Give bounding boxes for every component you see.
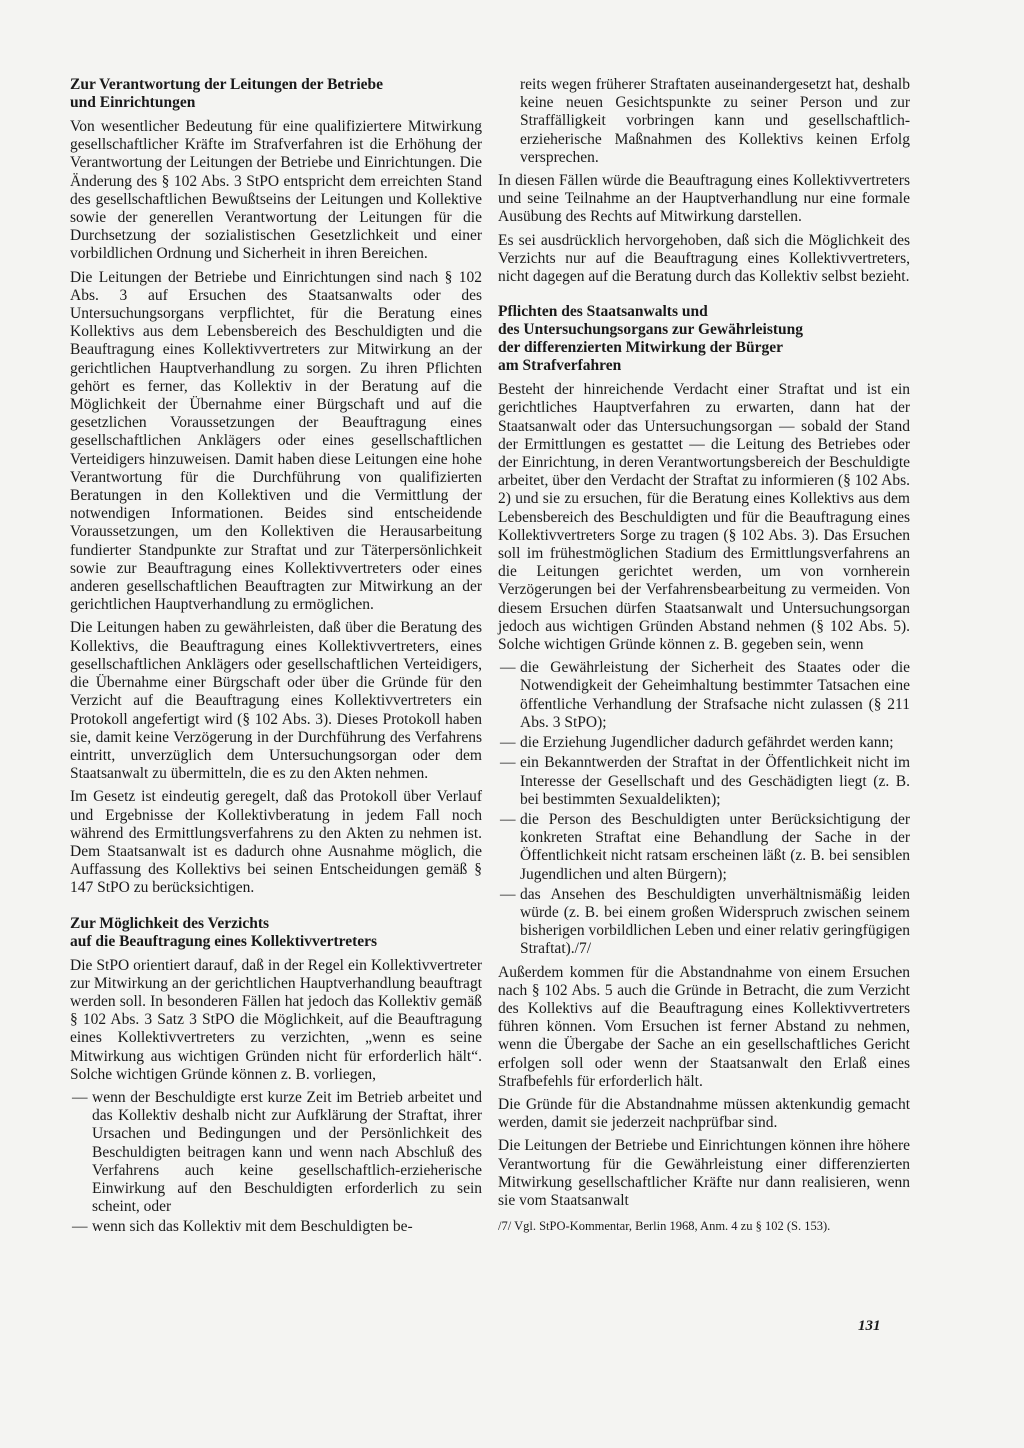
paragraph: In diesen Fällen würde die Beauftragung eines Kollektivvertreters und seine Teilnahme an der Hauptverhandlung nur eine formale Ausübung des Rechts auf Mitwirkung darstellen.	[498, 172, 910, 226]
dash-marker: —	[72, 1218, 88, 1236]
dash-marker: —	[500, 885, 516, 903]
list-item: — die Gewährleistung der Sicherheit des Staates oder die Notwendigkeit der Geheimhaltung bestimmter Tatsachen eine öffentliche Verhandlung der Strafsache nicht zulassen (§ 211 Abs. 3 StPO);	[500, 659, 910, 731]
section-gap	[70, 903, 482, 915]
list-item: — die Person des Beschuldigten unter Berücksichtigung der konkreten Straftat eine Behandlung der Sache in der Öffentlichkeit nicht ratsam erscheinen läßt (z. B. bei sensiblen Jugendlichen und alten Bürgern);	[500, 810, 910, 883]
list-item: — das Ansehen des Beschuldigten unverhältnismäßig leiden würde (z. B. bei einem großen Widerspruch zwischen seinem bisherigen vorbildlichen Leben und einer relativ geringfügigen Straftat)./7/	[500, 885, 910, 958]
right-column	[498, 76, 910, 1234]
paragraph: Die StPO orientiert darauf, daß in der Regel ein Kollektivvertreter zur Mitwirkung an der gerichtlichen Hauptverhandlung beauftragt werden soll. In besonderen Fällen hat jedoch das Kollektiv gemäß § 102 Abs. 3 Satz 3 StPO die Möglichkeit, auf die Beauftragung eines Kollektivvertreters zu verzichten, „wenn es seine Mitwirkung aus wichtigen Gründen nicht für erforderlich hält“. Solche wichtigen Gründe können z. B. vorliegen,	[70, 956, 482, 1083]
paragraph: Im Gesetz ist eindeutig geregelt, daß das Protokoll über Verlauf und Ergebnisse der Kollektivberatung in jedem Fall noch während des Ermittlungsverfahrens zu den Akten zu nehmen ist. Dem Staatsanwalt ist es dadurch ohne Ausnahme möglich, die Auffassung des Kollektivs bei seinen Entscheidungen gemäß § 147 StPO zu berücksichtigen.	[70, 788, 482, 897]
page-number: 131	[858, 1318, 881, 1334]
paragraph: Die Leitungen der Betriebe und Einrichtungen sind nach § 102 Abs. 3 auf Ersuchen des Staatsanwalts oder des Untersuchungsorgans verpflichtet, für die Beratung eines Kollektivs aus dem Lebensbereich des Beschuldigten und die Beauftragung eines Kollektivvertreters zur Mitwirkung an der gerichtlichen Hauptverhandlung zu sorgen. Zu ihren Pflichten gehört es ferner, das Kollektiv in der Beratung auf die Möglichkeit der Übernahme einer Bürgschaft und auf die gesetzlichen Voraussetzungen der Beauftragung eines gesellschaftlichen Anklägers oder eines gesellschaftlichen Verteidigers hinzuweisen. Damit haben diese Leitungen eine hohe Verantwortung für die Durchführung von qualifizierten Beratungen in den Kollektiven und die Vermittlung der notwendigen Informationen. Beides sind entscheidende Voraussetzungen, um den Kollektiven die Herausarbeitung fundierter Standpunkte zur Straftat und zur Täterpersönlichkeit sowie zur Beauftragung eines Kollektivvertreters oder eines anderen gesellschaftlichen Beauftragten zur Mitwirkung an der gerichtlichen Hauptverhandlung zu ermöglichen.	[70, 268, 482, 614]
dash-marker: —	[500, 754, 516, 772]
section-gap	[498, 291, 910, 303]
list-item: — wenn sich das Kollektiv mit dem Beschuldigten be-	[72, 1218, 413, 1236]
paragraph: Außerdem kommen für die Abstandnahme von einem Ersuchen nach § 102 Abs. 5 auch die Gründe in Betracht, die zum Verzicht des Kollektivs auf die Beauftragung eines Kollektivvertreters führen können. Vom Ersuchen ist ferner Abstand zu nehmen, wenn die Übergabe der Sache an ein gesellschaftliches Gericht erfolgen soll oder wenn der Staatsanwalt den Erlaß eines Strafbefehls für erforderlich hält.	[498, 963, 910, 1090]
left-column	[70, 76, 482, 1242]
dash-marker: —	[500, 659, 516, 677]
dash-marker: —	[500, 810, 516, 828]
paragraph: Es sei ausdrücklich hervorgehoben, daß sich die Möglichkeit des Verzichts nur auf die Beauftragung eines Kollektivvertreters, nicht dagegen auf die Beratung durch das Kollektiv selbst bezieht.	[498, 231, 910, 286]
paragraph: Die Gründe für die Abstandnahme müssen aktenkundig gemacht werden, damit sie jederzeit nachprüfbar sind.	[498, 1095, 910, 1132]
footnote: /7/ Vgl. StPO-Kommentar, Berlin 1968, Anm. 4 zu § 102 (S. 153).	[498, 1219, 831, 1234]
paragraph: Die Leitungen haben zu gewährleisten, daß über die Beratung des Kollektivs, die Beauftragung eines Kollektivvertreters, eines gesellschaftlichen Anklägers oder gesellschaftlichen Verteidigers, die Übernahme einer Bürgschaft oder über die Gründe für den Verzicht auf die Beauftragung eines Kollektivvertreters ein Protokoll angefertigt wird (§ 102 Abs. 3). Dieses Protokoll haben sie, damit keine Verzögerung in der Durchführung des Verfahrens eintritt, unverzüglich dem Untersuchungsorgan oder dem Staatsanwalt zu übermitteln, die es zu den Akten nehmen.	[70, 619, 482, 783]
section-heading-verzicht: Zur Möglichkeit des Verzichts auf die Beauftragung eines Kollektivvertreters	[70, 914, 378, 950]
grounds-list	[498, 659, 910, 958]
list-item: — wenn der Beschuldigte erst kurze Zeit im Betrieb arbeitet und das Kollektiv deshalb nicht zur Aufklärung der Straftat, ihrer Ursachen und Bedingungen und der Persönlichkeit des Beschuldigten beitragen kann und wenn nach Abschluß des Verfahrens auch keine gesellschaftlich-erzieherische Einwirkung auf den Beschuldigten erforderlich zu sein scheint, oder	[72, 1088, 482, 1216]
list-item: — die Erziehung Jugendlicher dadurch gefährdet werden kann;	[500, 734, 894, 752]
list-item: — ein Bekanntwerden der Straftat in der Öffentlichkeit nicht im Interesse der Gesellschaft und des Geschädigten liegt (z. B. bei bestimmten Sexualdelikten);	[500, 754, 910, 808]
dash-marker: —	[72, 1088, 88, 1106]
list-item-continuation: reits wegen früherer Straftaten auseinandergesetzt hat, deshalb keine neuen Gesichtspunkte zu seiner Person und zur Straffälligkeit vorbringen kann und gesellschaftlich-erzieherische Maßnahmen des Kollektivs keinen Erfolg versprechen.	[520, 76, 910, 166]
reasons-list	[70, 1089, 482, 1237]
paragraph: Besteht der hinreichende Verdacht einer Straftat und ist ein gerichtliches Hauptverfahren zu erwarten, dann hat der Staatsanwalt oder das Untersuchungsorgan — sobald der Stand der Ermittlungen es gestattet — die Leitung des Betriebes oder der Einrichtung, in deren Verantwortungsbereich der Beschuldigte arbeitet, über den Verdacht der Straftat zu informieren (§ 102 Abs. 2) und sie zu ersuchen, für die Beratung eines Kollektivs aus dem Lebensbereich des Beschuldigten und für die Beauftragung eines Kollektivvertreters Sorge zu tragen (§ 102 Abs. 3). Das Ersuchen soll im frühestmöglichen Stadium des Ermittlungsverfahrens an die Leitungen gerichtet werden, um von vornherein Verzögerungen bei der Verfahrensbearbeitung zu vermeiden. Von diesem Ersuchen dürfen Staatsanwalt und Untersuchungsorgan jedoch aus wichtigen Gründen Abstand nehmen (§ 102 Abs. 5). Solche wichtigen Gründe können z. B. gegeben sein, wenn	[498, 381, 910, 654]
dash-marker: —	[500, 734, 516, 752]
paragraph: Die Leitungen der Betriebe und Einrichtungen können ihre höhere Verantwortung für die Gewährleistung einer differenzierten Mitwirkung gesellschaftlicher Kräfte nur dann realisieren, wenn sie vom Staatsanwalt	[498, 1137, 910, 1209]
paragraph: Von wesentlicher Bedeutung für eine qualifiziertere Mitwirkung gesellschaftlicher Kräfte im Strafverfahren ist die Erhöhung der Verantwortung der Leitungen der Betriebe und Einrichtungen. Die Änderung des § 102 Abs. 3 StPO entspricht dem erreichten Stand des gesellschaftlichen Bewußtseins der Leitungen und Kollektive sowie der generellen Verantwortung der Leitungen für die Durchsetzung der sozialistischen Gesetzlichkeit und einer vorbildlichen Ordnung und Sicherheit in ihren Bereichen.	[70, 118, 482, 263]
section-heading-pflichten: Pflichten des Staatsanwalts und des Untersuchungsorgans zur Gewährleistung der differenzierten Mitwirkung der Bürger am Strafverfahren	[498, 303, 804, 375]
section-heading-verantwortung: Zur Verantwortung der Leitungen der Betriebe und Einrichtungen	[70, 76, 384, 111]
